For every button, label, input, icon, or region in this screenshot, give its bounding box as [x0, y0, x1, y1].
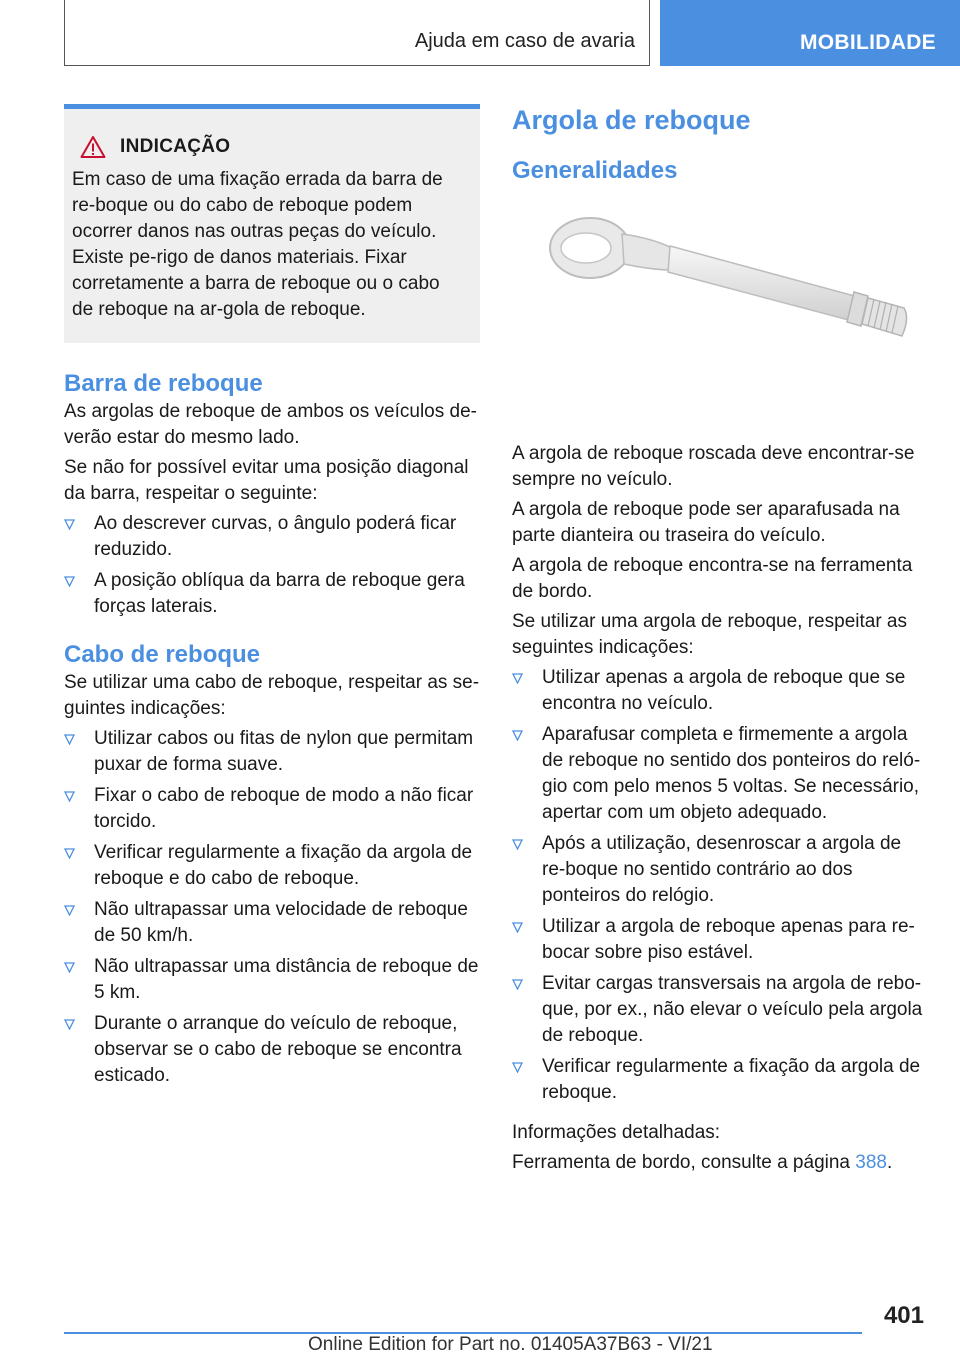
bullet-triangle-icon: [64, 791, 75, 802]
list-item: Fixar o cabo de reboque de modo a não ficar torcido.: [64, 783, 480, 835]
cabo-list: [64, 726, 480, 1089]
notice-title: [80, 135, 464, 159]
bullet-triangle-icon: [512, 979, 523, 990]
barra-paragraph-2: Se não for possível evitar uma posição diagonal da barra, respeitar o seguinte:: [64, 457, 469, 504]
towing-eye-illustration: [512, 186, 928, 436]
reference-text: Ferramenta de bordo, consulte a página: [512, 1152, 856, 1173]
header-section-box: [64, 0, 650, 66]
list-item: Utilizar cabos ou fitas de nylon que permitam puxar de forma suave.: [64, 726, 480, 778]
bullet-triangle-icon: [512, 922, 523, 933]
bullet-triangle-icon: [512, 673, 523, 684]
argola-heading: Argola de reboque: [512, 105, 751, 135]
barra-list: [64, 511, 480, 620]
bullet-triangle-icon: [64, 1019, 75, 1030]
list-item: Aparafusar completa e firmemente a argola de reboque no sentido dos ponteiros do reló-gio com pelo menos 5 voltas. Se necessário, apertar com um objeto adequado.: [512, 722, 928, 826]
notice-title-text: INDICAÇÃO: [120, 136, 231, 157]
list-item: Durante o arranque do veículo de reboque, observar se o cabo de reboque se encontra esticado.: [64, 1011, 480, 1089]
bullet-triangle-icon: [64, 734, 75, 745]
footer-edition: Online Edition for Part no. 01405A37B63 - VI/21: [308, 1334, 713, 1355]
info-label: Informações detalhadas:: [512, 1122, 721, 1143]
bullet-triangle-icon: [512, 1062, 523, 1073]
list-item: Não ultrapassar uma velocidade de reboque de 50 km/h.: [64, 897, 480, 949]
argola-paragraph-2: A argola de reboque pode ser aparafusada na parte dianteira ou traseira do veículo.: [512, 499, 900, 546]
bullet-triangle-icon: [64, 519, 75, 530]
argola-paragraph-1: A argola de reboque roscada deve encontrar-se sempre no veículo.: [512, 443, 915, 490]
list-item: Ao descrever curvas, o ângulo poderá ficar reduzido.: [64, 511, 480, 563]
page-header: [0, 0, 960, 66]
page-number: 401: [883, 1302, 924, 1329]
list-item: Evitar cargas transversais na argola de rebo-que, por ex., não elevar o veículo pela argola de reboque.: [512, 971, 928, 1049]
list-item: Utilizar apenas a argola de reboque que se encontra no veículo.: [512, 665, 928, 717]
list-item: Após a utilização, desenroscar a argola de re-boque no sentido contrário ao dos ponteiros do relógio.: [512, 831, 928, 909]
header-chapter-tab: MOBILIDADE: [660, 0, 960, 66]
list-item: Não ultrapassar uma distância de reboque de 5 km.: [64, 954, 480, 1006]
list-item: Verificar regularmente a fixação da argola de reboque e do cabo de reboque.: [64, 840, 480, 892]
notice-box: [64, 104, 480, 343]
bullet-triangle-icon: [64, 962, 75, 973]
bullet-triangle-icon: [512, 730, 523, 741]
cabo-paragraph-1: Se utilizar uma cabo de reboque, respeitar as se-guintes indicações:: [64, 672, 480, 719]
barra-heading: Barra de reboque: [64, 370, 263, 397]
list-item: A posição oblíqua da barra de reboque gera forças laterais.: [64, 568, 480, 620]
barra-paragraph-1: As argolas de reboque de ambos os veículos de-verão estar do mesmo lado.: [64, 401, 477, 448]
list-item: Utilizar a argola de reboque apenas para re-bocar sobre piso estável.: [512, 914, 928, 966]
reference-line: [512, 1150, 928, 1176]
argola-paragraph-4: Se utilizar uma argola de reboque, respeitar as seguintes indicações:: [512, 611, 908, 658]
page-reference-link[interactable]: 388: [855, 1152, 887, 1173]
reference-end: .: [886, 1152, 893, 1173]
notice-text: Em caso de uma fixação errada da barra de re-boque ou do cabo de reboque podem ocorrer danos nas outras peças do veículo. Existe pe-rigo de danos materiais. Fixar corretamente a barra de reboque ou o cabo de reboque na ar-gola de reboque.: [72, 169, 443, 320]
header-section-title: Ajuda em caso de avaria: [414, 30, 635, 52]
argola-list: [512, 665, 928, 1106]
argola-paragraph-3: A argola de reboque encontra-se na ferramenta de bordo.: [512, 555, 913, 602]
bullet-triangle-icon: [512, 839, 523, 850]
list-item: Verificar regularmente a fixação da argola de reboque.: [512, 1054, 928, 1106]
bullet-triangle-icon: [64, 576, 75, 587]
warning-triangle-icon: [80, 135, 106, 159]
cabo-heading: Cabo de reboque: [64, 641, 261, 668]
bullet-triangle-icon: [64, 905, 75, 916]
right-column: [512, 104, 928, 1180]
left-column: [64, 104, 480, 1094]
generalidades-heading: Generalidades: [512, 157, 678, 184]
bullet-triangle-icon: [64, 848, 75, 859]
